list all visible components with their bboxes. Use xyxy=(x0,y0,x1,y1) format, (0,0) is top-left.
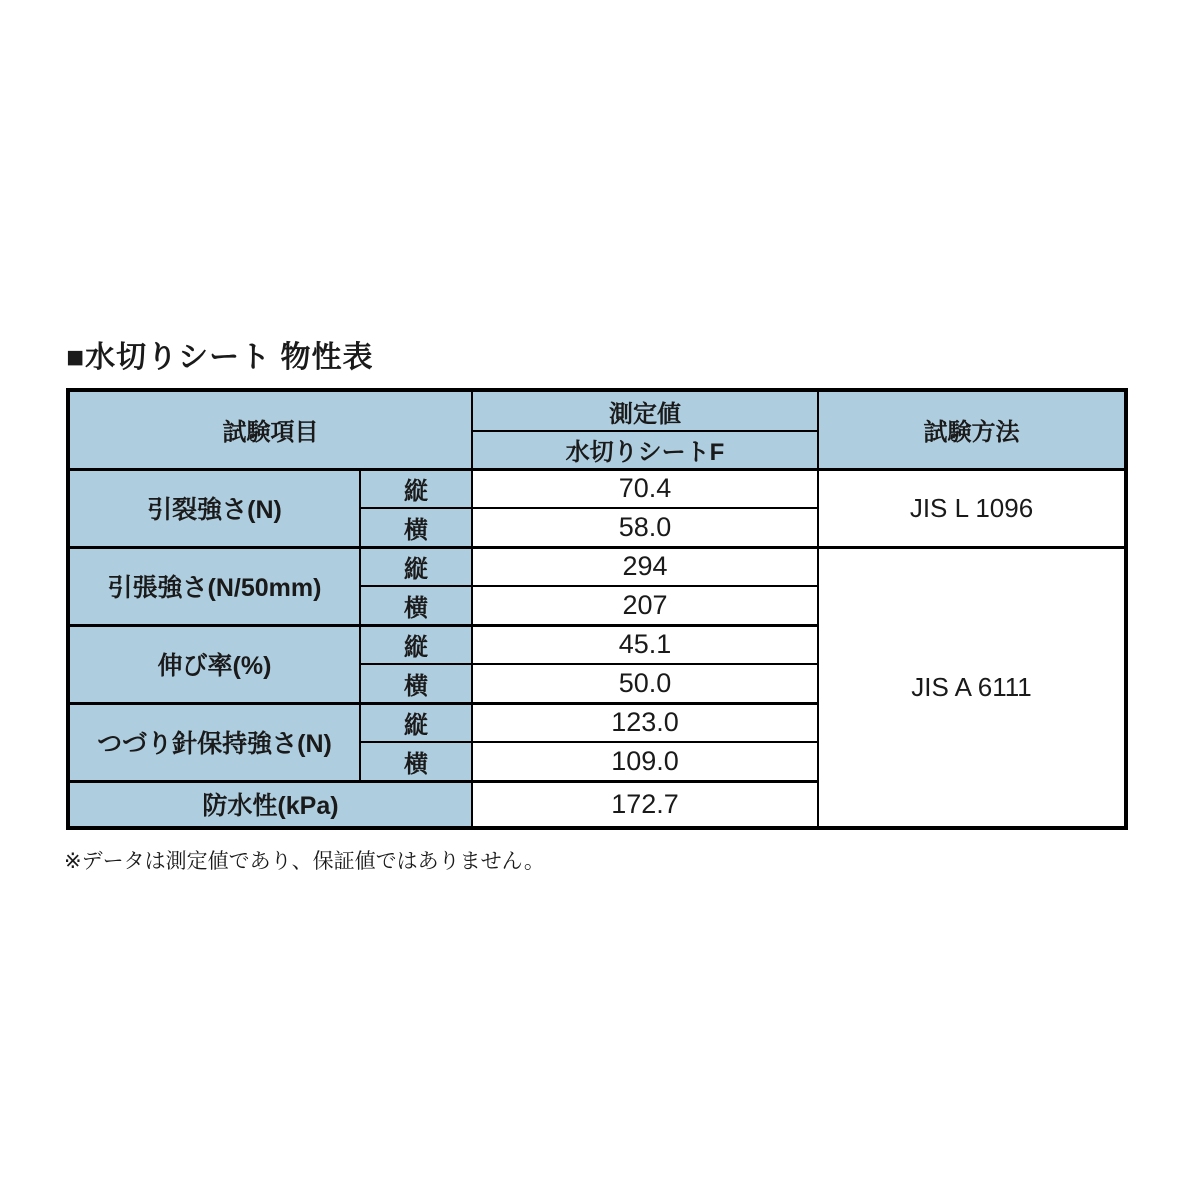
page-title: ■水切りシート 物性表 xyxy=(66,341,374,374)
direction-cell: 縦 xyxy=(360,469,472,508)
table-row xyxy=(68,469,1126,508)
properties-table xyxy=(66,388,1128,830)
value-cell: 123.0 xyxy=(472,703,818,742)
value-cell: 109.0 xyxy=(472,742,818,781)
item-label-cell: 防水性(kPa) xyxy=(68,781,472,828)
header-cell-test-method: 試験方法 xyxy=(818,390,1126,469)
direction-cell: 横 xyxy=(360,664,472,703)
table-row xyxy=(68,547,1126,586)
header-cell-product-name: 水切りシートF xyxy=(472,431,818,469)
header-row-1 xyxy=(68,390,1126,431)
item-label-cell: 引裂強さ(N) xyxy=(68,469,360,547)
footnote-text: ※データは測定値であり、保証値ではありません。 xyxy=(64,850,545,873)
method-cell: JIS A 6111 xyxy=(818,547,1126,828)
direction-cell: 横 xyxy=(360,586,472,625)
document-content xyxy=(66,332,1126,875)
direction-cell: 縦 xyxy=(360,625,472,664)
value-cell: 50.0 xyxy=(472,664,818,703)
value-cell: 172.7 xyxy=(472,781,818,828)
item-label-cell: 引張強さ(N/50mm) xyxy=(68,547,360,625)
direction-cell: 横 xyxy=(360,742,472,781)
value-cell: 58.0 xyxy=(472,508,818,547)
value-cell: 207 xyxy=(472,586,818,625)
item-label-cell: 伸び率(%) xyxy=(68,625,360,703)
direction-cell: 縦 xyxy=(360,547,472,586)
value-cell: 294 xyxy=(472,547,818,586)
direction-cell: 横 xyxy=(360,508,472,547)
header-cell-measured-value: 測定値 xyxy=(472,390,818,431)
header-cell-test-item: 試験項目 xyxy=(68,390,472,469)
direction-cell: 縦 xyxy=(360,703,472,742)
value-cell: 70.4 xyxy=(472,469,818,508)
method-cell: JIS L 1096 xyxy=(818,469,1126,547)
value-cell: 45.1 xyxy=(472,625,818,664)
item-label-cell: つづり針保持強さ(N) xyxy=(68,703,360,781)
